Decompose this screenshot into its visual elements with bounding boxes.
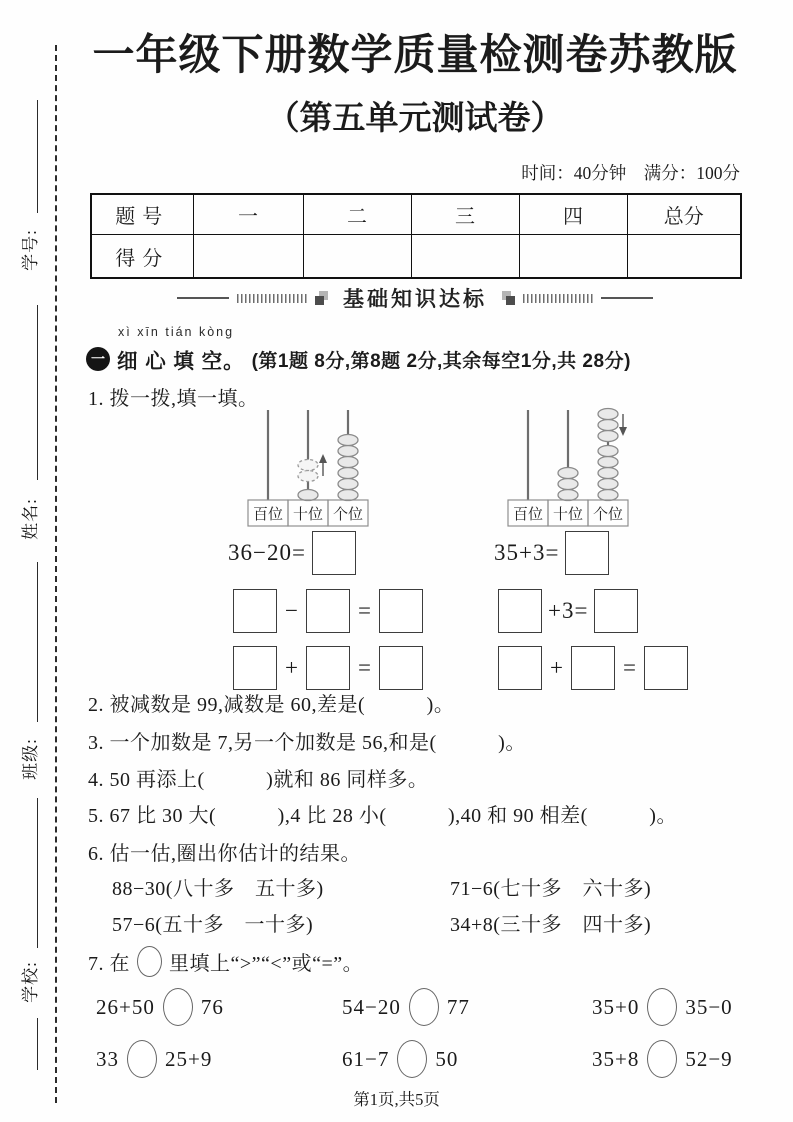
tens-label: 十位 [292,507,324,523]
ones-beads [598,409,627,501]
operator: + [550,655,563,680]
place-value-base [508,500,628,526]
q7-left-expr: 33 [96,1046,119,1071]
ones-beads [338,435,358,501]
cube-icon [499,290,515,306]
q7-right-expr: 25+9 [165,1046,213,1071]
header-part-3: 三 [411,194,519,235]
class-label: 班级: [21,738,40,780]
q7-left-expr: 61−7 [342,1046,390,1071]
section-1-heading [86,344,631,374]
name-blank-line [37,305,38,480]
page-number: 第1页,共5页 [353,1090,440,1109]
student-id-blank-line [37,100,38,213]
banner-hatch-right [523,294,593,303]
operator: = [622,655,636,680]
tens-beads [558,468,578,501]
question-3: 3. 一个加数是 7,另一个加数是 56,和是( )。 [88,732,526,754]
cube-icon [315,290,331,306]
q6-item: 57−6(五十多 一十多) [112,914,314,936]
eq-left-row-3 [233,646,423,690]
place-value-base [248,500,368,526]
question-7-text [88,946,363,977]
equation-text: +3= [548,598,589,623]
eq-right-row-3 [498,646,688,690]
q7-right-expr: 52−9 [685,1046,733,1071]
compare-circle [163,988,193,1026]
pinyin-annotation: xì xīn tián kòng [118,325,235,339]
abacus-rods [268,410,348,500]
answer-box [233,646,277,690]
banner-line-right [601,297,653,299]
question-2: 2. 被减数是 99,减数是 60,差是( )。 [88,694,455,716]
compare-circle [127,1040,157,1078]
q7-left-expr: 35+0 [592,994,640,1019]
answer-box [644,646,688,690]
compare-circle [647,1040,677,1078]
tens-beads [298,454,327,501]
q7-right-expr: 50 [435,1046,459,1071]
ones-label: 个位 [332,507,364,523]
ones-label: 个位 [592,507,624,523]
score-cell [519,235,627,279]
question-6-text: 6. 估一估,圈出你估计的结果。 [88,843,361,865]
down-arrow-icon [619,427,627,436]
q7-item [342,1040,458,1078]
eq-left-row-1 [228,531,356,575]
operator: = [357,598,371,623]
score-cell [303,235,411,279]
header-part-1: 一 [193,194,303,235]
score-table-header-row [91,194,741,235]
section-banner [70,283,760,313]
q7-prefix: 7. 在 [88,953,130,975]
section-1-title: 细 心 填 空。 [117,350,245,373]
school-blank-line [37,798,38,948]
answer-box [306,646,350,690]
compare-circle [409,988,439,1026]
question-5: 5. 67 比 30 大( ),4 比 28 小( ),40 和 90 相差( )。 [88,805,677,827]
operator: + [285,655,298,680]
q7-left-expr: 54−20 [342,994,401,1019]
equation-text: 35+3= [494,540,560,565]
score-table-score-row [91,235,741,279]
abacus-right [502,406,634,528]
operator: − [285,598,298,623]
tens-label: 十位 [552,507,584,523]
score-cell [411,235,519,279]
q7-left-expr: 35+8 [592,1046,640,1071]
banner-title: 基础知识达标 [343,288,487,311]
header-part-2: 二 [303,194,411,235]
hundreds-label: 百位 [252,507,284,523]
header-question-number: 题号 [91,194,193,235]
name-label: 姓名: [21,498,40,540]
paper-subtitle: （第五单元测试卷） [266,101,564,137]
q7-right-expr: 35−0 [685,994,733,1019]
equation-text: 36−20= [228,540,306,565]
trailing-blank-line [37,1018,38,1070]
score-cell [193,235,303,279]
q7-right-expr: 76 [200,994,224,1019]
section-1-points-note: (第1题 8分,第8题 2分,其余每空1分,共 28分) [251,350,631,372]
cut-dashed-line [55,45,57,1103]
q7-item [96,988,224,1026]
answer-box [594,589,638,633]
header-part-4: 四 [519,194,627,235]
up-arrow-icon [319,454,327,463]
score-table [90,193,742,279]
q7-right-expr: 77 [446,994,470,1019]
student-id-label: 学号: [21,229,40,271]
question-4: 4. 50 再添上( )就和 86 同样多。 [88,769,429,791]
time-score-info: 时间：40分钟 满分：100分 [521,163,740,183]
compare-circle [397,1040,427,1078]
question-1-text: 1. 拨一拨,填一填。 [88,388,259,410]
compare-circle [137,946,162,977]
banner-hatch-left [237,294,307,303]
abacus-left [242,406,374,528]
answer-box [379,589,423,633]
answer-box [312,531,356,575]
answer-box [498,589,542,633]
q7-item [342,988,470,1026]
q7-suffix: 里填上“>”“<”或“=”。 [169,953,364,975]
score-row-label: 得分 [91,235,193,279]
q7-item [592,1040,733,1078]
q7-item [96,1040,212,1078]
answer-box [498,646,542,690]
q6-item: 34+8(三十多 四十多) [450,914,652,936]
school-label: 学校: [21,961,40,1003]
answer-box [571,646,615,690]
header-total: 总分 [627,194,741,235]
paper-title: 一年级下册数学质量检测卷苏教版 [92,33,738,79]
answer-box [379,646,423,690]
q6-item: 88−30(八十多 五十多) [112,878,324,900]
q7-left-expr: 26+50 [96,994,155,1019]
operator: = [357,655,371,680]
section-number-badge: 一 [86,347,110,371]
eq-right-row-1 [494,531,609,575]
score-cell [627,235,741,279]
hundreds-label: 百位 [512,507,544,523]
q7-item [592,988,733,1026]
compare-circle [647,988,677,1026]
answer-box [565,531,609,575]
q6-item: 71−6(七十多 六十多) [450,878,652,900]
banner-line-left [177,297,229,299]
answer-box [306,589,350,633]
answer-box [233,589,277,633]
eq-right-row-2 [498,589,638,633]
class-blank-line [37,562,38,722]
eq-left-row-2 [233,589,423,633]
